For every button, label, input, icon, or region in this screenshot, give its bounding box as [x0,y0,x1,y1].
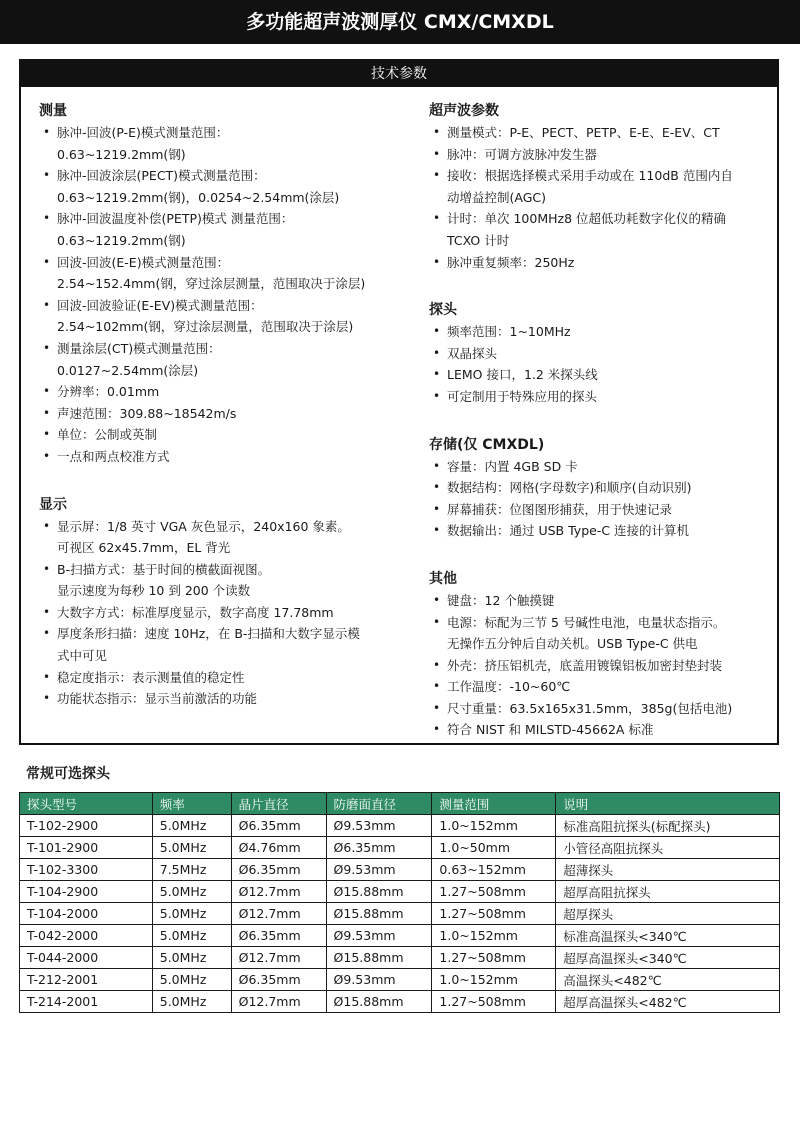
table-cell: Ø6.35mm [231,969,326,991]
table-cell: 1.27~508mm [432,903,556,925]
table-cell: 1.0~50mm [432,837,556,859]
bullet-icon: • [43,384,51,399]
table-cell: T-044-2000 [20,947,153,969]
spec-item-line: 一点和两点校准方式 [57,448,170,464]
bullet-icon: • [433,125,441,139]
bullet-icon: • [433,679,441,694]
spec-item-line: 0.63~1219.2mm(钢) [57,146,186,162]
table-cell: Ø12.7mm [231,947,326,969]
spec-item [429,252,769,274]
spec-item [39,623,419,666]
spec-item [39,381,419,403]
table-cell: Ø4.76mm [231,837,326,859]
column-header: 频率 [152,793,231,815]
spec-item-text [39,424,419,446]
table-cell: 超薄探头 [556,859,780,881]
spec-item [429,321,769,343]
table-cell: 5.0MHz [152,991,231,1013]
spec-item [429,698,769,720]
column-header: 防磨面直径 [326,793,432,815]
bullet-icon: • [433,211,441,226]
table-row [20,859,780,881]
spec-item-text [429,122,769,144]
bullet-icon: • [433,367,441,382]
spec-item-line: 大数字方式：标准厚度显示，数字高度 17.78mm [57,604,334,620]
spec-item-text [429,456,769,478]
spec-item-line: 单位：公制或英制 [57,427,158,443]
table-cell: 5.0MHz [152,837,231,859]
spec-item [429,719,769,741]
spec-item-line: 0.63~1219.2mm(钢)，0.0254~2.54mm(涂层) [57,189,340,205]
spec-item-line: 数据输出：通过 USB Type-C 连接的计算机 [447,523,690,539]
spec-item-text [429,321,769,343]
bullet-icon: • [433,458,441,473]
table-cell: 1.0~152mm [432,969,556,991]
spec-item-text [429,144,769,166]
spec-item-line: B-扫描方式：基于时间的横截面视图。 [57,561,271,577]
spec-item-text [429,698,769,720]
spec-item [429,364,769,386]
spec-item [429,456,769,478]
spec-item-line: 数据结构：网格(字母数字)和顺序(自动识别) [447,480,692,496]
table-cell: Ø12.7mm [231,903,326,925]
bullet-icon: • [433,523,441,538]
spec-item-line: 外壳：挤压铝机壳，底盖用镀镍铝板加密封垫封装 [447,657,723,673]
table-row [20,815,780,837]
spec-item [429,165,769,208]
table-cell: Ø12.7mm [231,991,326,1013]
spec-item [39,295,419,338]
table-cell: 1.27~508mm [432,991,556,1013]
spec-item-line: 可定制用于特殊应用的探头 [447,388,598,404]
table-cell: 超厚高温探头<482℃ [556,991,780,1013]
table-cell: Ø12.7mm [231,881,326,903]
spec-item-line: 测量模式：P-E、PECT、PETP、E-E、E-EV、CT [447,125,720,140]
spec-item [429,612,769,655]
bullet-icon: • [433,345,441,360]
table-cell: Ø9.53mm [326,815,432,837]
table-cell: 高温探头<482℃ [556,969,780,991]
bullet-icon: • [433,480,441,495]
spec-item-text [429,343,769,365]
probe-table [19,792,780,1013]
column-header: 晶片直径 [231,793,326,815]
spec-list [39,516,419,710]
spec-item [39,424,419,446]
bullet-icon: • [43,405,51,420]
spec-item-line: 计时：单次 100MHz8 位超低功耗数字化仪的精确 [447,211,727,227]
spec-item-text [429,520,769,542]
bullet-icon: • [433,501,441,516]
spec-item-text [39,602,419,624]
spec-item-text [39,165,419,208]
table-cell: Ø15.88mm [326,881,432,903]
spec-item-line: 可视区 62x45.7mm，EL 背光 [57,540,231,556]
table-cell: 5.0MHz [152,881,231,903]
bullet-icon: • [433,614,441,629]
column-header: 探头型号 [20,793,153,815]
table-cell: T-212-2001 [20,969,153,991]
section-spacer [429,542,769,563]
spec-column-left [39,101,419,710]
table-cell: T-104-2000 [20,903,153,925]
table-cell: 标准高温探头<340℃ [556,925,780,947]
probe-table-header-row [20,793,780,815]
spec-item-line: 无操作五分钟后自动关机。USB Type-C 供电 [447,636,698,652]
spec-item [429,676,769,698]
spec-item [429,386,769,408]
spec-list [429,321,769,407]
spec-item-line: 双晶探头 [447,345,498,361]
section-title: 存储(仅 CMXDL) [429,436,545,453]
column-header: 测量范围 [432,793,556,815]
bullet-icon: • [43,340,51,355]
table-cell: 5.0MHz [152,969,231,991]
spec-item-text [429,612,769,655]
spec-column-right [429,101,769,741]
table-cell: T-214-2001 [20,991,153,1013]
bullet-icon: • [433,146,441,161]
bullet-icon: • [433,254,441,269]
table-cell: 超厚探头 [556,903,780,925]
spec-item [429,122,769,144]
bullet-icon: • [43,518,51,533]
section-title: 其他 [429,570,457,587]
bullet-icon: • [433,722,441,737]
spec-item-text [429,676,769,698]
spec-item-text [429,208,769,251]
table-cell: Ø6.35mm [231,859,326,881]
spec-item-text [429,655,769,677]
table-cell: 5.0MHz [152,903,231,925]
spec-item-line: 2.54~152.4mm(钢，穿过涂层测量，范围取决于涂层) [57,276,366,292]
spec-item-text [39,446,419,468]
spec-item [429,208,769,251]
spec-item [39,208,419,251]
table-cell: Ø6.35mm [231,925,326,947]
spec-item-line: 分辨率：0.01mm [57,384,160,400]
spec-item [429,499,769,521]
bullet-icon: • [433,592,441,607]
spec-item-line: 脉冲-回波(P-E)模式测量范围： [57,125,229,140]
spec-item-text [429,252,769,274]
spec-item-text [39,295,419,338]
table-row [20,947,780,969]
bullet-icon: • [43,254,51,269]
spec-item-line: 脉冲-回波温度补偿(PETP)模式 测量范围： [57,211,294,227]
section-title: 测量 [39,103,67,119]
table-cell: 0.63~152mm [432,859,556,881]
table-row [20,837,780,859]
bullet-icon: • [43,561,51,576]
table-cell: 5.0MHz [152,815,231,837]
spec-list [429,122,769,273]
spec-item [39,602,419,624]
table-cell: 1.0~152mm [432,815,556,837]
spec-item [39,122,419,165]
table-cell: 小管径高阻抗探头 [556,837,780,859]
spec-item-line: 符合 NIST 和 MILSTD-45662A 标准 [447,722,654,738]
table-cell: T-104-2900 [20,881,153,903]
section-spacer [429,273,769,294]
spec-item-line: 接收：根据选择模式采用手动或在 110dB 范围内自 [447,168,733,184]
section-title: 超声波参数 [429,103,499,119]
spec-item [39,165,419,208]
table-cell: 5.0MHz [152,925,231,947]
spec-item-line: 回波-回波(E-E)模式测量范围： [57,254,230,270]
table-cell: 标准高阻抗探头(标配探头) [556,815,780,837]
table-cell: 1.27~508mm [432,881,556,903]
table-cell: Ø9.53mm [326,925,432,947]
bullet-icon: • [43,626,51,641]
spec-item-line: 脉冲重复频率：250Hz [447,254,575,270]
table-cell: Ø15.88mm [326,903,432,925]
section-spacer [39,468,419,489]
spec-item [39,688,419,710]
bullet-icon: • [43,168,51,183]
table-cell: T-101-2900 [20,837,153,859]
spec-item-line: 脉冲-回波涂层(PECT)模式测量范围： [57,168,266,184]
table-row [20,903,780,925]
table-cell: 5.0MHz [152,947,231,969]
spec-item-text [429,719,769,741]
bullet-icon: • [43,297,51,312]
probe-section-title: 常规可选探头 [26,766,110,782]
spec-item [429,343,769,365]
bullet-icon: • [43,427,51,442]
table-row [20,969,780,991]
section-spacer [429,408,769,429]
spec-list [429,590,769,741]
table-cell: Ø15.88mm [326,991,432,1013]
column-header: 说明 [556,793,780,815]
spec-list [39,122,419,468]
bullet-icon: • [43,211,51,226]
spec-item-text [429,386,769,408]
spec-item-text [39,559,419,602]
spec-item-text [429,499,769,521]
spec-item [429,590,769,612]
spec-item-line: 式中可见 [57,648,108,664]
spec-item-text [39,516,419,559]
spec-item-text [429,364,769,386]
spec-item-text [39,208,419,251]
section-title: 显示 [39,496,67,513]
bullet-icon: • [433,324,441,339]
spec-item-line: 屏幕捕获：位图图形捕获，用于快速记录 [447,501,673,517]
spec-item [429,520,769,542]
table-row [20,925,780,947]
spec-item-line: 功能状态指示：显示当前激活的功能 [57,691,258,707]
spec-item-line: 稳定度指示：表示测量值的稳定性 [57,669,245,685]
spec-item-line: TCXO 计时 [447,232,510,248]
spec-item-line: 测量涂层(CT)模式测量范围： [57,340,221,356]
spec-item-line: 2.54~102mm(钢，穿过涂层测量，范围取决于涂层) [57,319,354,335]
table-row [20,881,780,903]
bullet-icon: • [43,125,51,139]
page-title: 多功能超声波测厚仪 CMX/CMXDL [0,0,800,44]
spec-item-text [39,688,419,710]
spec-item-text [429,165,769,208]
table-cell: 1.0~152mm [432,925,556,947]
spec-item-line: 0.63~1219.2mm(钢) [57,232,186,248]
bullet-icon: • [433,700,441,715]
spec-item [39,446,419,468]
spec-item-line: 脉冲：可调方波脉冲发生器 [447,146,598,162]
table-cell: 超厚高温探头<340℃ [556,947,780,969]
table-cell: 7.5MHz [152,859,231,881]
spec-item-text [39,667,419,689]
spec-item-line: LEMO 接口，1.2 米探头线 [447,367,598,383]
spec-item-text [429,477,769,499]
spec-item-line: 工作温度：-10~60℃ [447,679,571,695]
table-row [20,991,780,1013]
bullet-icon: • [433,388,441,403]
table-cell: Ø9.53mm [326,859,432,881]
table-cell: T-102-3300 [20,859,153,881]
bullet-icon: • [433,168,441,183]
spec-item-text [39,122,419,165]
table-cell: Ø6.35mm [326,837,432,859]
spec-item-line: 尺寸重量：63.5x165x31.5mm，385g(包括电池) [447,700,733,716]
table-cell: Ø15.88mm [326,947,432,969]
probe-table-body [20,815,780,1013]
bullet-icon: • [433,657,441,672]
table-cell: 1.27~508mm [432,947,556,969]
spec-item-line: 厚度条形扫描：速度 10Hz，在 B-扫描和大数字显示模 [57,626,360,642]
spec-header: 技术参数 [21,61,777,87]
spec-item-line: 电源：标配为三节 5 号碱性电池，电量状态指示。 [447,614,726,630]
spec-item-line: 容量：内置 4GB SD 卡 [447,458,578,474]
spec-item [39,516,419,559]
spec-item [429,144,769,166]
spec-item-line: 0.0127~2.54mm(涂层) [57,362,199,378]
spec-item [429,477,769,499]
table-cell: 超厚高阻抗探头 [556,881,780,903]
spec-item-text [429,590,769,612]
bullet-icon: • [43,669,51,684]
spec-item-text [39,403,419,425]
spec-item [39,338,419,381]
table-cell: Ø6.35mm [231,815,326,837]
spec-list [429,456,769,542]
spec-item-line: 频率范围：1~10MHz [447,324,571,340]
spec-item-text [39,338,419,381]
spec-item [429,655,769,677]
spec-item-line: 回波-回波验证(E-EV)模式测量范围： [57,297,263,313]
spec-panel [19,59,779,745]
section-title: 探头 [429,302,457,319]
spec-item [39,252,419,295]
bullet-icon: • [43,604,51,619]
spec-item-line: 动增益控制(AGC) [447,189,546,205]
table-cell: Ø9.53mm [326,969,432,991]
table-cell: T-042-2000 [20,925,153,947]
table-cell: T-102-2900 [20,815,153,837]
spec-item-text [39,252,419,295]
spec-item-text [39,623,419,666]
bullet-icon: • [43,691,51,706]
spec-item [39,403,419,425]
spec-item [39,559,419,602]
spec-item-line: 显示速度为每秒 10 到 200 个读数 [57,583,251,599]
bullet-icon: • [43,448,51,463]
spec-item [39,667,419,689]
spec-item-line: 声速范围：309.88~18542m/s [57,405,237,421]
spec-item-line: 显示屏：1/8 英寸 VGA 灰色显示，240x160 象素。 [57,518,350,534]
spec-item-text [39,381,419,403]
spec-item-line: 键盘：12 个触摸键 [447,592,555,608]
